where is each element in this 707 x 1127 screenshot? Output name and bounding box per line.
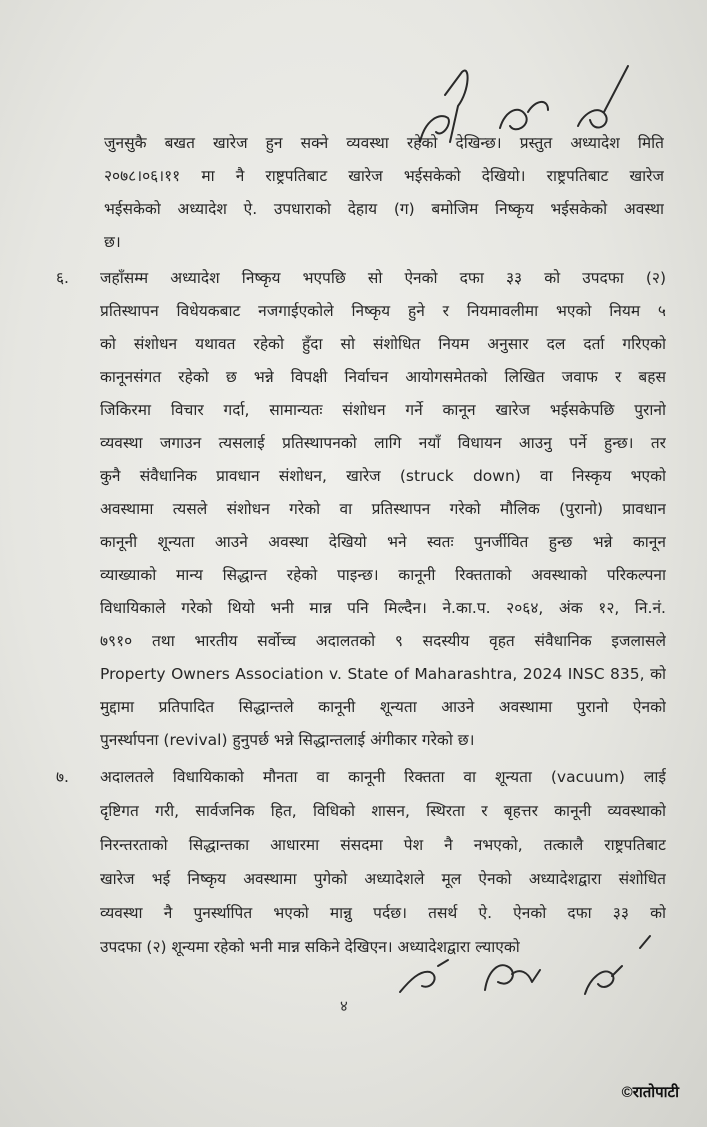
line-row	[0, 164, 707, 198]
text-line: अवस्थामा त्यसले संशोधन गरेको वा प्रतिस्थापन गरेको मौलिक (पुरानो) प्रावधान	[100, 500, 666, 518]
text-line: व्यवस्था नै पुनर्स्थापित भएको मान्नु पर्दछ। तसर्थ ऐ. ऐनको दफा ३३ को	[100, 904, 666, 922]
text-line: व्याख्याको मान्य सिद्धान्त रहेको पाइन्छ। कानूनी रिक्तताको अवस्थाको परिकल्पना	[100, 566, 666, 584]
watermark: ©रातोपाटी	[621, 1084, 679, 1101]
line-row	[0, 398, 707, 432]
line-row	[0, 530, 707, 564]
text-line: कानूनी शून्यता आउने अवस्था देखियो भने स्वतः पुनर्जीवित हुन्छ भन्ने कानून	[100, 533, 666, 551]
text-line: प्रतिस्थापन विधेयकबाट नजगाईएकोले निष्कृय हुने र नियमावलीमा भएको नियम ५	[100, 302, 666, 320]
line-row	[0, 431, 707, 465]
line-row	[0, 799, 707, 833]
text-line: पुनर्स्थापना (revival) हुनुपर्छ भन्ने सिद्धान्तलाई अंगीकार गरेको छ।	[100, 731, 475, 749]
text-line: दृष्टिगत गरी, सार्वजनिक हित, विधिको शासन, स्थिरता र बृहत्तर कानूनी व्यवस्थाको	[100, 802, 666, 820]
line-row	[0, 728, 707, 762]
line-row	[0, 867, 707, 901]
line-row	[0, 464, 707, 498]
line-row	[0, 901, 707, 935]
text-line: मुद्दामा प्रतिपादित सिद्धान्तले कानूनी शून्यता आउने अवस्थामा पुरानो ऐनको	[100, 698, 666, 716]
text-line: व्यवस्था जगाउन त्यसलाई प्रतिस्थापनको लागि नयाँ विधायन आउनु पर्ने हुन्छ। तर	[100, 434, 666, 452]
text-line: छ।	[104, 233, 121, 251]
line-row	[0, 365, 707, 399]
line-row	[0, 596, 707, 630]
line-row	[0, 662, 707, 696]
text-line: खारेज भई निष्कृय अवस्थामा पुगेको अध्यादेशले मूल ऐनको अध्यादेशद्वारा संशोधित	[100, 870, 666, 888]
page-number: ४	[340, 997, 348, 1015]
text-line: जिकिरमा विचार गर्दा, सामान्यतः संशोधन गर्ने कानून खारेज भईसकेपछि पुरानो	[100, 401, 666, 419]
text-line: कुनै संवैधानिक प्रावधान संशोधन, खारेज (struck down) वा निस्कृय भएको	[100, 467, 666, 485]
line-row	[0, 935, 707, 969]
text-line: विधायिकाले गरेको थियो भनी मान्न पनि मिल्दैन। ने.का.प. २०६४, अंक १२, नि.नं.	[100, 599, 666, 617]
paragraph-number: ६.	[56, 269, 69, 287]
line-row	[0, 497, 707, 531]
text-line: उपदफा (२) शून्यमा रहेको भनी मान्न सकिने देखिएन। अध्यादेशद्वारा ल्याएको	[100, 938, 520, 956]
line-row	[0, 695, 707, 729]
text-line: ७९१० तथा भारतीय सर्वोच्च अदालतको ९ सदस्यीय वृहत संवैधानिक इजलासले	[100, 632, 666, 650]
line-row	[0, 299, 707, 333]
line-row	[0, 629, 707, 663]
text-line: अदालतले विधायिकाको मौनता वा कानूनी रिक्तता वा शून्यता (vacuum) लाई	[100, 768, 666, 786]
text-line: जुनसुकै बखत खारेज हुन सक्ने व्यवस्था रहेको देखिन्छ। प्रस्तुत अध्यादेश मिति	[104, 134, 664, 152]
line-row	[0, 765, 707, 799]
text-line: कानूनसंगत रहेको छ भन्ने विपक्षी निर्वाचन आयोगसमेतको लिखित जवाफ र बहस	[100, 368, 666, 386]
line-row	[0, 266, 707, 300]
line-row	[0, 833, 707, 867]
line-row	[0, 197, 707, 231]
text-line: निरन्तरताको सिद्धान्तका आधारमा संसदमा पेश नै नभएको, तत्कालै राष्ट्रपतिबाट	[100, 836, 666, 854]
text-line: जहाँसम्म अध्यादेश निष्कृय भएपछि सो ऐनको दफा ३३ को उपदफा (२)	[100, 269, 666, 287]
line-row	[0, 563, 707, 597]
line-row	[0, 332, 707, 366]
line-row	[0, 131, 707, 165]
text-line: को संशोधन यथावत रहेको हुँदा सो संशोधित नियम अनुसार दल दर्ता गरिएको	[100, 335, 666, 353]
line-row	[0, 230, 707, 264]
text-line: Property Owners Association v. State of Maharashtra, 2024 INSC 835, को	[100, 665, 666, 683]
text-line: २०७८।०६।११ मा नै राष्ट्रपतिबाट खारेज भईसकेको देखियो। राष्ट्रपतिबाट खारेज	[104, 167, 664, 185]
paragraph-number: ७.	[56, 768, 69, 786]
text-line: भईसकेको अध्यादेश ऐ. उपधाराको देहाय (ग) बमोजिम निष्कृय भईसकेको अवस्था	[104, 200, 664, 218]
